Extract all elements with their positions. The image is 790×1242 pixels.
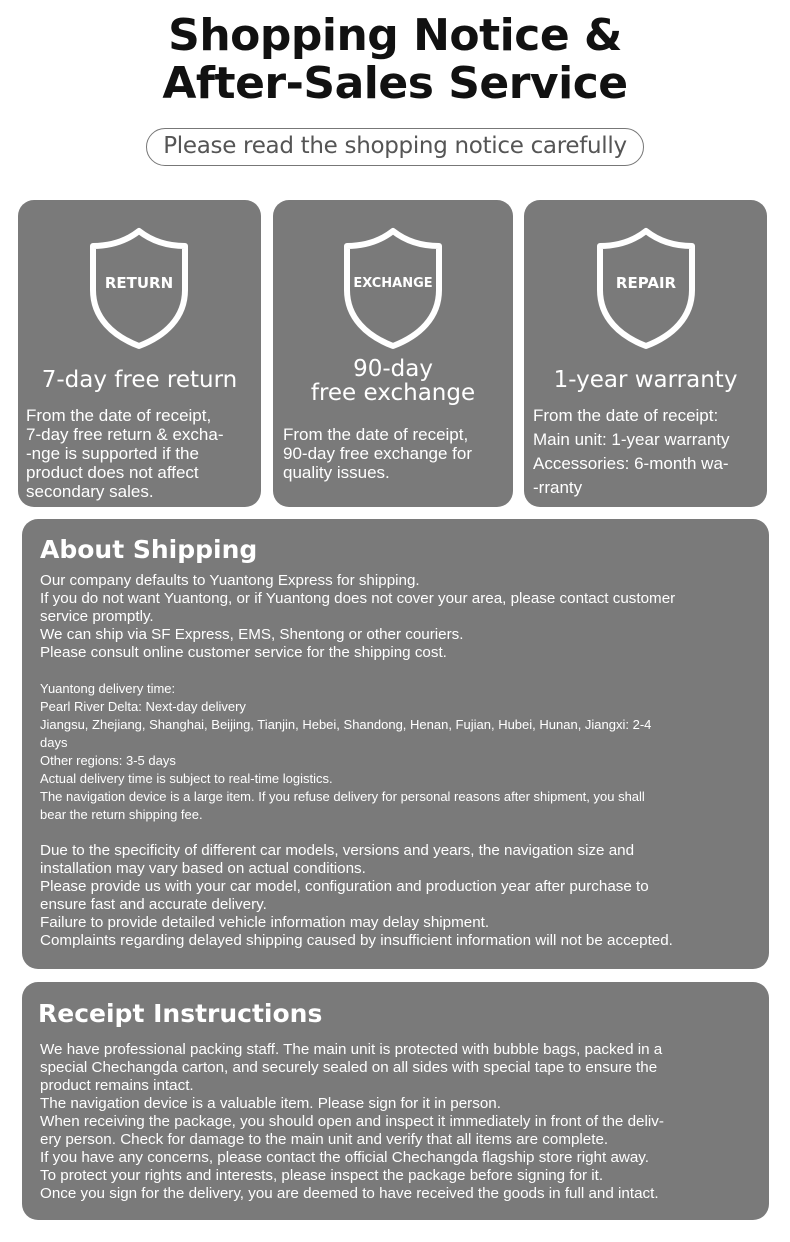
shipping-paragraph: Please consult online customer service for the shipping cost.	[40, 644, 447, 661]
repair-heading: 1-year warranty	[553, 367, 738, 393]
vehicle-info-line: Please provide us with your car model, configuration and production year after purchase to	[40, 878, 649, 895]
delivery-time-line: Yuantong delivery time:	[40, 681, 176, 696]
shipping-content	[40, 572, 760, 950]
return-body	[26, 406, 258, 501]
receipt-line: We have professional packing staff. The main unit is protected with bubble bags, packed in a	[40, 1041, 663, 1058]
shipping-paragraph: We can ship via SF Express, EMS, Shentong or other couriers.	[40, 626, 464, 643]
exchange-body-line: 90-day free exchange for	[283, 444, 473, 463]
receipt-line: The navigation device is a valuable item. Please sign for it in person.	[40, 1095, 501, 1112]
repair-badge-label: REPAIR	[615, 274, 677, 292]
receipt-line: special Chechangda carton, and securely sealed on all sides with special tape to ensure the	[40, 1059, 658, 1076]
page-title	[0, 12, 790, 108]
shipping-section	[22, 519, 769, 969]
notice-subtitle: Please read the shopping notice carefully	[146, 128, 644, 166]
receipt-line: Once you sign for the delivery, you are deemed to have received the goods in full and intact.	[40, 1185, 659, 1202]
shipping-paragraph: service promptly.	[40, 608, 154, 625]
exchange-body-line: quality issues.	[283, 463, 390, 482]
vehicle-info-line: ensure fast and accurate delivery.	[40, 896, 267, 913]
vehicle-info-line: installation may vary based on actual conditions.	[40, 860, 366, 877]
return-heading: 7-day free return	[41, 367, 238, 393]
exchange-heading-line: 90-day	[353, 356, 433, 382]
delivery-time-line: The navigation device is a large item. If you refuse delivery for personal reasons after shipment, you shall	[40, 789, 645, 804]
exchange-badge-label: EXCHANGE	[353, 276, 433, 291]
repair-body-line: Accessories: 6-month wa-	[533, 454, 729, 473]
shipping-title: About Shipping	[40, 535, 258, 564]
exchange-body-line: From the date of receipt,	[283, 425, 469, 444]
return-body-line: product does not affect	[26, 463, 199, 482]
receipt-line: ery person. Check for damage to the main unit and verify that all items are complete.	[40, 1131, 609, 1148]
delivery-time-line: Other regions: 3-5 days	[40, 753, 176, 768]
shipping-paragraph: If you do not want Yuantong, or if Yuantong does not cover your area, please contact customer	[40, 590, 676, 607]
return-body-line: secondary sales.	[26, 482, 154, 501]
shield-icon	[87, 226, 191, 350]
page-title-line-1: Shopping Notice &	[168, 10, 622, 61]
delivery-time-line: Pearl River Delta: Next-day delivery	[40, 699, 246, 714]
return-badge-label: RETURN	[104, 274, 174, 292]
delivery-time-line: Jiangsu, Zhejiang, Shanghai, Beijing, Tianjin, Hebei, Shandong, Henan, Fujian, Hubei, Hunan, Jiangxi: 2-4	[40, 717, 652, 732]
shield-icon	[341, 226, 445, 350]
vehicle-info-line: Due to the specificity of different car models, versions and years, the navigation size and	[40, 842, 635, 859]
receipt-line: When receiving the package, you should open and inspect it immediately in front of the deliv-	[40, 1113, 664, 1130]
vehicle-info-line: Failure to provide detailed vehicle information may delay shipment.	[40, 914, 490, 931]
exchange-heading	[273, 357, 513, 405]
return-card	[18, 200, 261, 507]
shipping-paragraph: Our company defaults to Yuantong Express for shipping.	[40, 572, 420, 589]
return-body-line: From the date of receipt,	[26, 406, 212, 425]
shield-icon	[594, 226, 698, 350]
receipt-line: To protect your rights and interests, please inspect the package before signing for it.	[40, 1167, 604, 1184]
delivery-time-line: Actual delivery time is subject to real-time logistics.	[40, 771, 333, 786]
repair-body	[533, 404, 765, 500]
exchange-heading-line: free exchange	[310, 380, 476, 406]
return-body-line: 7-day free return & excha-	[26, 425, 224, 444]
delivery-time-line: bear the return shipping fee.	[40, 807, 203, 822]
repair-body-line: Main unit: 1-year warranty	[533, 430, 730, 449]
repair-body-line: From the date of receipt:	[533, 406, 719, 425]
vehicle-info-line: Complaints regarding delayed shipping caused by insufficient information will not be accepted.	[40, 932, 673, 949]
page-title-line-2: After-Sales Service	[162, 58, 628, 109]
receipt-line: product remains intact.	[40, 1077, 194, 1094]
receipt-content	[40, 1041, 760, 1203]
receipt-section	[22, 982, 769, 1220]
receipt-title: Receipt Instructions	[38, 999, 323, 1028]
exchange-card	[273, 200, 513, 507]
delivery-time-line: days	[40, 735, 68, 750]
repair-card	[524, 200, 767, 507]
repair-body-line: -rranty	[533, 478, 583, 497]
receipt-line: If you have any concerns, please contact the official Chechangda flagship store right away.	[40, 1149, 649, 1166]
return-body-line: -nge is supported if the	[26, 444, 199, 463]
exchange-body	[283, 425, 511, 482]
